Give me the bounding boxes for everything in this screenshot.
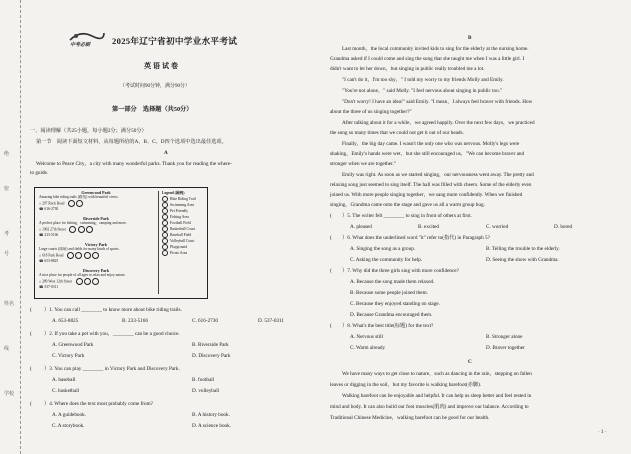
answer-bracket[interactable]: ( bbox=[330, 268, 332, 274]
swimming-icon bbox=[78, 226, 85, 233]
park-name: Riverside Park bbox=[83, 216, 109, 221]
option[interactable]: D. Because Grandma encouraged them. bbox=[350, 312, 433, 318]
park-phone: 233-5166 bbox=[44, 233, 59, 238]
park-address: 618 Park Road bbox=[42, 253, 64, 258]
exam-note: （考试时间90分钟，满分90分） bbox=[120, 84, 191, 89]
legend-item: Bike Riding Trail bbox=[162, 196, 207, 202]
question-stem: ）6. What does the underlined word "it" refer to(指代) in Paragraph 5? bbox=[342, 235, 490, 241]
option[interactable]: A. Because the song made them relaxed. bbox=[350, 279, 435, 285]
park-name: Greenwood Park bbox=[81, 190, 111, 195]
question-stem: ）7. Why did the three girls sing with more confidence? bbox=[342, 268, 459, 274]
question-stem: ）2. If you take a pet with you，________ can be a good choice. bbox=[44, 331, 180, 337]
passage-line: We have many ways to get close to nature，such as dancing in the rain，stepping on fallen bbox=[342, 371, 532, 377]
football-icon bbox=[67, 252, 74, 259]
passage-line: mind and body. It can also build our foot muscles(肌肉) and improve our balance. According to bbox=[330, 404, 529, 410]
option[interactable]: C. Asking the community for help. bbox=[350, 257, 423, 263]
location-icon: ⌂ bbox=[39, 227, 42, 232]
pet-icon bbox=[76, 200, 83, 207]
binding-label: 姓名 bbox=[4, 302, 15, 307]
legend-item: Playground bbox=[162, 244, 207, 250]
option[interactable]: A. Greenwood Park bbox=[52, 342, 94, 348]
passage-line: the song so many times that we could not get it out of our heads. bbox=[330, 130, 464, 136]
passage-line: Walking barefoot can be enjoyable and helpful. It can help us sleep better and feel rested in bbox=[342, 393, 532, 399]
park-desc: A nice place for people of all ages to relax and enjoy nature. bbox=[39, 273, 126, 278]
option[interactable]: D. Discovery Park bbox=[192, 353, 231, 359]
baseball-icon bbox=[84, 252, 91, 259]
logo-text: 中考必刷 bbox=[70, 43, 91, 48]
park-entry bbox=[39, 242, 153, 264]
option[interactable]: A. 653-8825 bbox=[52, 318, 79, 324]
option[interactable]: A. A guidebook. bbox=[52, 412, 87, 418]
exam-title: 2025年辽宁省初中学业水平考试 bbox=[112, 36, 238, 46]
answer-bracket[interactable]: ( bbox=[330, 213, 332, 219]
question-stem: ）8. What's the best title(标题) for the text? bbox=[342, 323, 434, 329]
legend-item: Pet Friendly bbox=[162, 208, 207, 214]
bike-icon bbox=[68, 200, 75, 207]
answer-bracket[interactable]: ( bbox=[330, 235, 332, 241]
volleyball-icon bbox=[92, 252, 99, 259]
legend-title: Legend (图例) bbox=[162, 191, 185, 195]
passage-line: Emily was right. As soon as we started singing，our nervousness went away. The pretty and bbox=[342, 172, 534, 178]
option[interactable]: A. pleased bbox=[350, 224, 372, 230]
park-address: 1902 27th Street bbox=[42, 227, 66, 232]
option[interactable]: B. Telling the trouble to the elderly. bbox=[486, 246, 560, 252]
park-phone: 653-8825 bbox=[44, 259, 59, 264]
map-legend bbox=[158, 191, 207, 294]
option[interactable]: B. Stronger alone bbox=[486, 334, 523, 340]
park-entry bbox=[39, 268, 153, 290]
exam-subject: 英语试卷 bbox=[144, 62, 180, 70]
passage-line: relaxing song just seemed to sing itself. The hall was filled with cheers. Some of the elderly even bbox=[330, 182, 532, 188]
park-phone: 537-0311 bbox=[44, 285, 59, 290]
volleyball-icon bbox=[92, 278, 99, 285]
passage-line: Finally，the big day came. I wasn't the only one who was nervous. Molly's legs were bbox=[342, 141, 520, 147]
park-desc: Amazing bike riding trails (路线) with beautiful views. bbox=[39, 195, 119, 200]
passage-line: about the three of us singing together?" bbox=[330, 109, 412, 115]
park-entry bbox=[39, 216, 153, 238]
section-heading: 一、阅读理解（共25小题，每小题2分；满分50分） bbox=[30, 128, 147, 134]
answer-bracket[interactable]: ( bbox=[30, 401, 32, 407]
passage-line: leaves or digging in the soil，but my favorite is walking barefoot(赤脚). bbox=[330, 382, 482, 388]
option[interactable]: C. A storybook. bbox=[52, 423, 85, 429]
passage-line: joined us. With more people singing together，we sang more confidently. When we finished bbox=[330, 192, 523, 198]
park-phone: 616-2730 bbox=[44, 207, 59, 212]
option[interactable]: A. baseball bbox=[52, 377, 76, 383]
answer-bracket[interactable]: ( bbox=[30, 366, 32, 372]
park-address: 289 West 12th Street bbox=[42, 279, 72, 284]
fishing-icon bbox=[69, 226, 76, 233]
option[interactable]: C. Victory Park bbox=[52, 353, 85, 359]
passage-line: "Don't worry! I have an idea!" said Emily. "I mean，I always feel braver with friends. How bbox=[342, 99, 533, 105]
binding-label: 线 bbox=[4, 347, 10, 352]
passage-intro: Welcome to Peace City，a city with many wonderful parks. Thank you for reading the where- bbox=[36, 161, 232, 167]
location-icon: ⌂ bbox=[39, 253, 42, 258]
legend-item: Football Field bbox=[162, 220, 207, 226]
park-address: 297 Rock Road bbox=[42, 201, 65, 206]
passage-line: "You're not alone，" said Molly. "I feel nervous about singing in public too." bbox=[342, 88, 503, 94]
option[interactable]: C. 616-2730 bbox=[192, 318, 218, 324]
option[interactable]: D. bored bbox=[554, 224, 573, 230]
option[interactable]: B. Because some people joined them. bbox=[350, 290, 428, 296]
answer-bracket[interactable]: ( bbox=[30, 331, 32, 337]
option[interactable]: B. football bbox=[192, 377, 215, 383]
binding-label: 密 bbox=[4, 187, 10, 192]
passage-line: stronger when we are together." bbox=[330, 161, 396, 167]
option[interactable]: D. 537-0311 bbox=[258, 318, 285, 324]
option[interactable]: B. Riverside Park bbox=[192, 342, 229, 348]
section-instruction: 第一节 阅读下面短文材料，从每题所给的A、B、C、D四个选项中选出最佳选项。 bbox=[36, 139, 227, 145]
option[interactable]: C. worried bbox=[486, 224, 509, 230]
park-desc: A perfect place for fishing，swimming，camping and more. bbox=[39, 221, 127, 226]
option[interactable]: D. A science book. bbox=[192, 423, 232, 429]
passage-letter: B bbox=[468, 35, 472, 41]
basketball-icon bbox=[75, 252, 82, 259]
phone-icon: ☎ bbox=[39, 285, 44, 290]
legend-item: Baseball Field bbox=[162, 232, 207, 238]
phone-icon: ☎ bbox=[39, 259, 44, 264]
question-stem: ）3. You can play ________ in Victory Park and Discovery Park. bbox=[44, 366, 180, 372]
passage-line: singing，Grandma came onto the stage and gave us all a warm group hug. bbox=[330, 202, 485, 208]
binding-label: 学校 bbox=[4, 392, 15, 397]
picnic-icon bbox=[86, 226, 93, 233]
passage-letter: A bbox=[164, 150, 168, 156]
passage-line: didn't want to let her down，but singing in public really troubled me a lot. bbox=[330, 66, 485, 72]
park-desc: Large courts (球场) and fields for many kinds of sports. bbox=[39, 247, 120, 252]
question-stem: ）5. The writer felt ________ to sing in front of others at first. bbox=[342, 213, 472, 219]
legend-item: Volleyball Court bbox=[162, 238, 207, 244]
passage-line: shaking，Emily's hands were wet，but she still encouraged us，"We can become braver and bbox=[330, 151, 525, 157]
phone-icon: ☎ bbox=[39, 207, 44, 212]
binding-label: 号 bbox=[4, 252, 10, 257]
answer-bracket[interactable]: ( bbox=[30, 307, 32, 313]
picnic-icon bbox=[162, 250, 168, 256]
park-guide-box bbox=[34, 187, 208, 299]
playground-icon bbox=[76, 278, 83, 285]
location-icon: ⌂ bbox=[39, 201, 42, 206]
left-column bbox=[30, 0, 313, 454]
passage-line: "I can't do it，I'm too shy，" I told my worry to my friends Molly and Emily. bbox=[342, 77, 504, 83]
question-stem: ）1. You can call ________ to know more about bike riding trails. bbox=[44, 307, 182, 313]
binding-label: 绝 bbox=[4, 152, 10, 157]
question-stem: ）4. Where does the text most probably come from? bbox=[44, 401, 153, 407]
passage-intro: to guide. bbox=[30, 170, 49, 176]
option[interactable]: C. basketball bbox=[52, 388, 80, 394]
legend-item: Fishing Area bbox=[162, 214, 207, 220]
binding-label: 考 bbox=[4, 232, 10, 237]
option[interactable]: A. Nervous still bbox=[350, 334, 383, 340]
legend-item: Swimming Area bbox=[162, 202, 207, 208]
phone-icon: ☎ bbox=[39, 233, 44, 238]
passage-line: Grandma asked if I could come and sing the song that she taught me when I was a little girl. I bbox=[330, 56, 525, 62]
option[interactable]: D. Seeing the show with Grandma. bbox=[486, 257, 559, 263]
option[interactable]: C. Because they enjoyed standing on stage. bbox=[350, 301, 440, 307]
right-column bbox=[330, 0, 620, 454]
passage-line: Last month，the local community invited kids to sing for the elderly at the nursing home. bbox=[342, 46, 529, 52]
part-heading: 第一部分 选择题（共50分） bbox=[112, 106, 193, 113]
binding-margin bbox=[0, 0, 21, 454]
answer-bracket[interactable]: ( bbox=[330, 323, 332, 329]
option[interactable]: B. A history book. bbox=[192, 412, 230, 418]
passage-line: After talking about it for a while，we agreed happily. Over the next few days，we practiced bbox=[342, 120, 535, 126]
brand-logo bbox=[68, 30, 106, 52]
page-number: · 1 · bbox=[598, 430, 607, 435]
option[interactable]: D. volleyball bbox=[192, 388, 220, 394]
park-entry bbox=[39, 190, 153, 212]
passage-line: Traditional Chinese Medicine，walking barefoot can be good for our health. bbox=[330, 415, 490, 421]
legend-item: Basketball Court bbox=[162, 226, 207, 232]
passage-letter: C bbox=[468, 359, 472, 365]
option[interactable]: D. Braver together bbox=[486, 345, 525, 351]
option[interactable]: B. excited bbox=[418, 224, 440, 230]
option[interactable]: A. Singing the song as a group. bbox=[350, 246, 416, 252]
park-name: Victory Park bbox=[84, 242, 108, 247]
option[interactable]: B. 233-5166 bbox=[122, 318, 148, 324]
location-icon: ⌂ bbox=[39, 279, 42, 284]
park-name: Discovery Park bbox=[82, 268, 110, 273]
legend-item: Picnic Area bbox=[162, 250, 207, 256]
option[interactable]: C. Warm already bbox=[350, 345, 386, 351]
pet-icon bbox=[84, 278, 91, 285]
